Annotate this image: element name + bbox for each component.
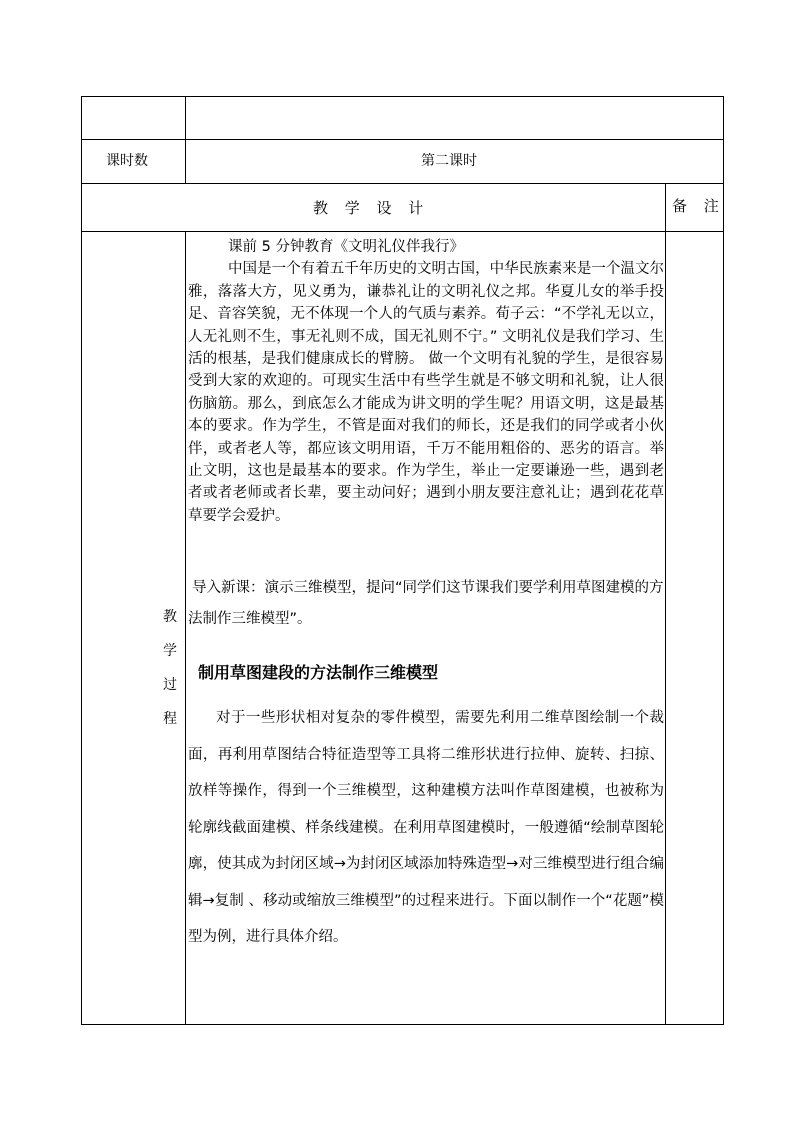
process-label bbox=[161, 600, 179, 736]
body-block bbox=[188, 700, 664, 956]
periods-value: 第二课时 bbox=[421, 153, 477, 169]
intro-paragraph: 中国是一个有着五千年历史的文明古国，中华民族素来是一个温文尔雅，落落大方，见义勇为，谦恭礼让的文明礼仪之邦。华夏儿女的举手投足、音容笑貌，无不体现一个人的气质与素养。荀子云：“不学礼无以立，人无礼则不生，事无礼则不成，国无礼则不宁。” 文明礼仪是我们学习、生活的根基，是我们健康成长的臂膀。 做一个文明有礼貌的学生，是很容易受到大家的欢迎的。可现实生活中有些学生就是不够文明和礼貌，让人很伤脑筋。那么，到底怎么才能成为讲文明的学生呢？用语文明，这是最基本的要求。作为学生，不管是面对我们的师长，还是我们的同学或者小伙伴，或者老人等，都应该文明用语，千万不能用粗俗的、恶劣的语言。举止文明，这也是最基本的要求。作为学生，举止一定要谦逊一些，遇到老者或者老师或者长辈，要主动问好；遇到小朋友要注意礼让；遇到花花草草要学会爱护。 bbox=[188, 261, 664, 524]
remarks-column-divider bbox=[665, 183, 666, 1025]
remarks-header: 备 注 bbox=[672, 197, 719, 215]
body-paragraph: 对于一些形状相对复杂的零件模型，需要先利用二维草图绘制一个裁面，再利用草图结合特征造型等工具将二维形状进行拉伸、旋转、扫掠、放样等操作，得到一个三维模型，这种建模方法叫作草图建模，也被称为轮廓线截面建模、样条线建模。在利用草图建模时，一般遵循“绘制草图轮廓，使其成为封闭区域→为封闭区域添加特殊造型→对三维模型进行组合编辑→复制 、移动或缩放三维模型”的过程来进行。下面以制作一个“花题”模型为例，进行具体介绍。 bbox=[188, 710, 664, 945]
intro-title: 课前 5 分钟教育《文明礼仪伴我行》 bbox=[228, 239, 464, 255]
intro-block bbox=[188, 236, 664, 527]
section-heading: 制用草图建段的方法制作三维模型 bbox=[198, 663, 439, 682]
table-top-border bbox=[81, 96, 724, 97]
process-label-char: 过 bbox=[163, 677, 177, 693]
row-divider-3 bbox=[81, 231, 724, 232]
process-label-char: 教 bbox=[163, 609, 177, 625]
periods-label: 课时数 bbox=[106, 153, 148, 169]
lead-in-block bbox=[188, 573, 664, 635]
table-right-border bbox=[723, 96, 724, 1025]
label-column-divider-top bbox=[185, 96, 186, 184]
table-left-border bbox=[81, 96, 82, 1025]
table-bottom-border bbox=[81, 1024, 724, 1025]
lead-in-text: 导入新课：演示三维模型，提问“同学们这节课我们要学利用草图建模的方法制作三维模型”。 bbox=[188, 580, 664, 627]
row-divider-2 bbox=[81, 183, 724, 184]
process-label-char: 学 bbox=[163, 643, 177, 659]
design-header: 教 学 设 计 bbox=[313, 199, 424, 217]
process-label-char: 程 bbox=[163, 711, 177, 727]
label-column-divider-bottom bbox=[185, 231, 186, 1025]
row-divider-1 bbox=[81, 139, 724, 140]
